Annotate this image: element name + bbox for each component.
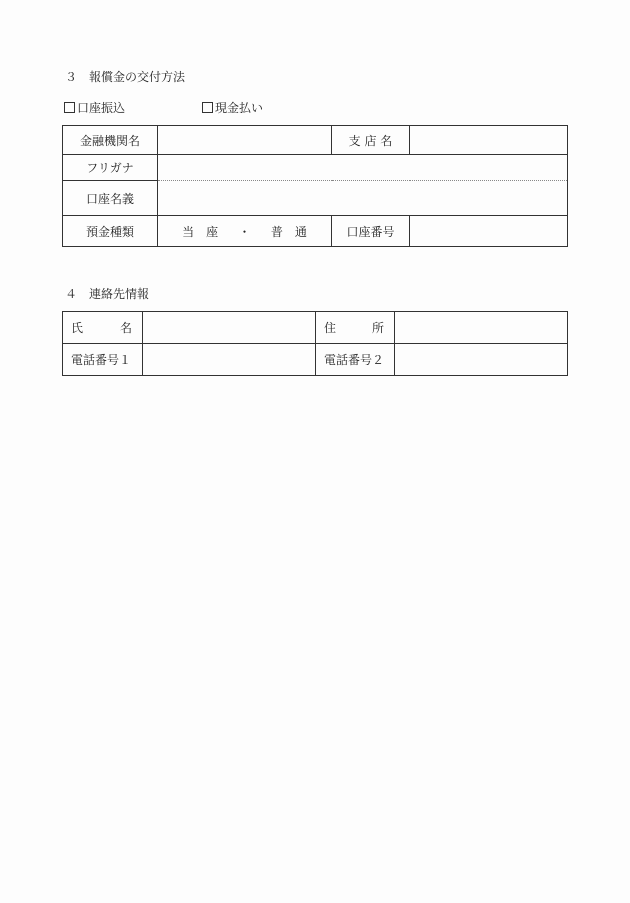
cash-payment-option[interactable] <box>202 99 263 116</box>
branch-name-label: 支 店 名 <box>332 126 410 155</box>
phone1-field[interactable] <box>143 344 316 376</box>
account-holder-label: 口座名義 <box>63 181 158 216</box>
cash-payment-label: 現金払い <box>215 101 264 115</box>
account-holder-field[interactable] <box>158 181 568 216</box>
deposit-type-label: 預金種類 <box>63 216 158 247</box>
payment-method-options <box>64 99 364 115</box>
bank-name-field[interactable] <box>158 126 332 155</box>
deposit-type-ordinary[interactable]: 普 通 <box>270 224 307 239</box>
checkbox-icon[interactable] <box>202 102 213 113</box>
deposit-type-separator: ・ <box>238 224 251 239</box>
deposit-type-choices <box>158 216 332 247</box>
bank-transfer-option[interactable] <box>64 99 125 116</box>
phone2-label: 電話番号２ <box>316 344 395 376</box>
bank-transfer-label: 口座振込 <box>77 101 126 115</box>
account-number-label: 口座番号 <box>332 216 410 247</box>
address-label: 住 所 <box>316 312 395 344</box>
contact-table <box>62 311 568 376</box>
phone2-field[interactable] <box>395 344 568 376</box>
checkbox-icon[interactable] <box>64 102 75 113</box>
furigana-label: フリガナ <box>63 155 158 181</box>
branch-name-field[interactable] <box>410 126 568 155</box>
bank-account-table <box>62 125 568 247</box>
bank-name-label: 金融機関名 <box>63 126 158 155</box>
name-field[interactable] <box>143 312 316 344</box>
section4-heading: ４ 連絡先情報 <box>65 287 150 301</box>
name-label: 氏 名 <box>63 312 143 344</box>
deposit-type-current[interactable]: 当 座 <box>182 224 219 239</box>
furigana-field[interactable] <box>158 155 568 181</box>
address-field[interactable] <box>395 312 568 344</box>
phone1-label: 電話番号１ <box>63 344 143 376</box>
account-number-field[interactable] <box>410 216 568 247</box>
section3-heading: ３ 報償金の交付方法 <box>65 70 186 84</box>
